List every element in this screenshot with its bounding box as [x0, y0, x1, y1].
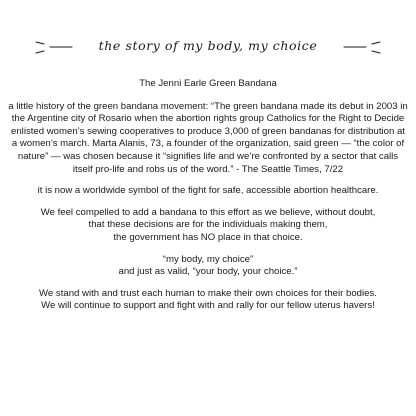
history-paragraph: a little history of the green bandana movement: “The green bandana made its debut in 2003 in the Argentine city of Rosario when the abortion rights group Catholics for the Right to Decide enlisted women’s sewing cooperatives to produce 3,000 of green bandanas for distribution at a women’s march. Marta Alanis, 73, a founder of the organization, said green — “the color of nature” — was chosen because it “signifies life and we’re confronted by a sector that calls itself pro-life and robs us of the word.” - The Seattle Times, 7/22: [8, 100, 408, 175]
compelled-line: the government has NO place in that choice.: [113, 231, 303, 243]
choice-line: “my body, my choice”: [162, 253, 254, 265]
choice-line: and just as valid, “your body, your choice.”: [118, 266, 298, 278]
closing-line: We will continue to support and fight with and rally for our fellow uterus havers!: [41, 300, 375, 312]
document-title: The Jenni Earle Green Bandana: [139, 78, 277, 89]
decorative-header: [0, 30, 416, 70]
symbol-paragraph: it is now a worldwide symbol of the fight for safe, accessible abortion healthcare.: [37, 185, 379, 197]
script-title: the story of my body, my choice: [98, 38, 318, 53]
compelled-paragraph: [8, 207, 408, 245]
choice-paragraph: [8, 254, 408, 279]
closing-paragraph: [8, 288, 408, 313]
compelled-line: that these decisions are for the individuals making them,: [88, 219, 328, 231]
document-body: [8, 78, 408, 322]
compelled-line: We feel compelled to add a bandana to this effort as we believe, without doubt,: [40, 206, 376, 218]
closing-line: We stand with and trust each human to make their own choices for their bodies.: [39, 287, 377, 299]
